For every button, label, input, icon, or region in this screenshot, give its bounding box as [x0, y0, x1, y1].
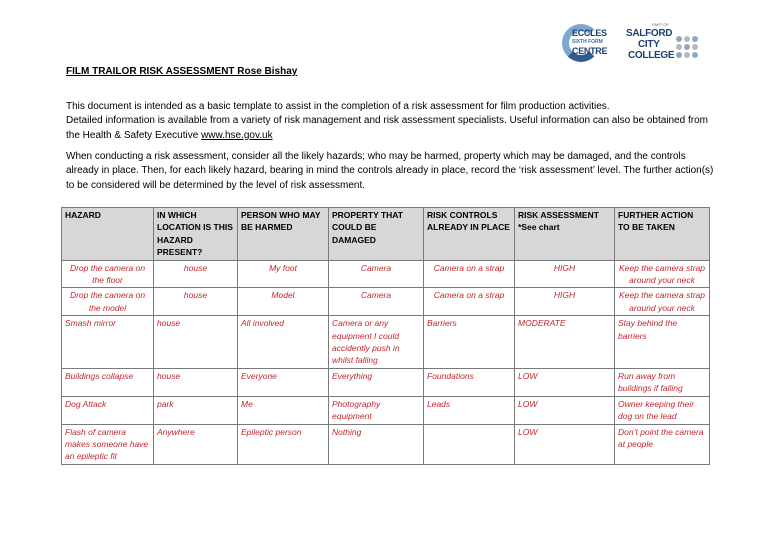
cell-controls: [424, 424, 515, 464]
cell-location: house: [154, 288, 238, 316]
logo-dots: [676, 36, 698, 58]
cell-location: house: [154, 316, 238, 369]
header-risk-assessment: RISK ASSESSMENT *See chart: [515, 208, 615, 261]
eccles-centre-logo: ECCLES SIXTH FORM CENTRE: [560, 22, 616, 64]
cell-assessment: HIGH: [515, 260, 615, 288]
intro-paragraph: [66, 100, 718, 143]
cell-location: Anywhere: [154, 424, 238, 464]
intro-line-2: Detailed information is available from a variety of risk management and risk assessment specialists. Useful information can also be obtained from the Health & Safety Executive: [66, 115, 708, 141]
cell-person: My foot: [238, 260, 329, 288]
cell-person: Everyone: [238, 368, 329, 396]
cell-hazard: Flash of camera makes someone have an epileptic fit: [62, 424, 154, 464]
cell-controls: Barriers: [424, 316, 515, 369]
header-location: IN WHICH LOCATION IS THIS HAZARD PRESENT?: [154, 208, 238, 261]
table-row: [62, 424, 710, 464]
cell-assessment: HIGH: [515, 288, 615, 316]
cell-hazard: Smash mirror: [62, 316, 154, 369]
cell-person: Epileptic person: [238, 424, 329, 464]
cell-hazard: Buildings collapse: [62, 368, 154, 396]
cell-assessment: LOW: [515, 396, 615, 424]
cell-controls: Camera on a strap: [424, 288, 515, 316]
cell-action: Run away from buildings if falling: [615, 368, 710, 396]
header-hazard: HAZARD: [62, 208, 154, 261]
cell-action: Keep the camera strap around your neck: [615, 260, 710, 288]
cell-hazard: Drop the camera on the model: [62, 288, 154, 316]
college-logos: [560, 22, 702, 68]
cell-controls: Camera on a strap: [424, 260, 515, 288]
risk-assessment-table: [61, 207, 710, 465]
cell-action: Owner keeping their dog on the lead: [615, 396, 710, 424]
cell-location: house: [154, 260, 238, 288]
hse-link[interactable]: www.hse.gov.uk: [201, 129, 273, 141]
table-row: [62, 288, 710, 316]
intro-line-1: This document is intended as a basic template to assist in the completion of a risk assessment for film production activities.: [66, 101, 610, 112]
cell-person: Model: [238, 288, 329, 316]
table-row: [62, 316, 710, 369]
salford-city-college-logo: PART OF SALFORD CITY COLLEGE: [626, 22, 702, 68]
table-row: [62, 260, 710, 288]
header-further-action: FURTHER ACTION TO BE TAKEN: [615, 208, 710, 261]
header-person-harmed: PERSON WHO MAY BE HARMED: [238, 208, 329, 261]
table-row: [62, 368, 710, 396]
cell-location: park: [154, 396, 238, 424]
cell-controls: Foundations: [424, 368, 515, 396]
document-title: FILM TRAILOR RISK ASSESSMENT Rose Bishay: [66, 66, 298, 77]
cell-person: All involved: [238, 316, 329, 369]
cell-controls: Leads: [424, 396, 515, 424]
cell-action: Keep the camera strap around your neck: [615, 288, 710, 316]
cell-property: Camera or any equipment I could accidently push in whilst falling: [329, 316, 424, 369]
table-header-row: [62, 208, 710, 261]
cell-property: Camera: [329, 288, 424, 316]
instructions-paragraph: When conducting a risk assessment, consider all the likely hazards; who may be harmed, property which may be damaged, and the controls already in place. Then, for each likely hazard, bearing in mind the controls already in place, record the ‘risk assessment’ level. The further action(s) to be considered will be determined by the level of risk assessment.: [66, 151, 714, 191]
table-row: [62, 396, 710, 424]
cell-person: Me: [238, 396, 329, 424]
cell-assessment: MODERATE: [515, 316, 615, 369]
header-risk-controls: RISK CONTROLS ALREADY IN PLACE: [424, 208, 515, 261]
cell-action: Stay behind the barriers: [615, 316, 710, 369]
cell-property: Photography equipment: [329, 396, 424, 424]
cell-property: Camera: [329, 260, 424, 288]
cell-hazard: Drop the camera on the floor: [62, 260, 154, 288]
cell-property: Everything: [329, 368, 424, 396]
cell-location: house: [154, 368, 238, 396]
cell-hazard: Dog Attack: [62, 396, 154, 424]
cell-action: Don’t point the camera at people: [615, 424, 710, 464]
cell-assessment: LOW: [515, 368, 615, 396]
cell-property: Nothing: [329, 424, 424, 464]
cell-assessment: LOW: [515, 424, 615, 464]
header-property-damaged: PROPERTY THAT COULD BE DAMAGED: [329, 208, 424, 261]
